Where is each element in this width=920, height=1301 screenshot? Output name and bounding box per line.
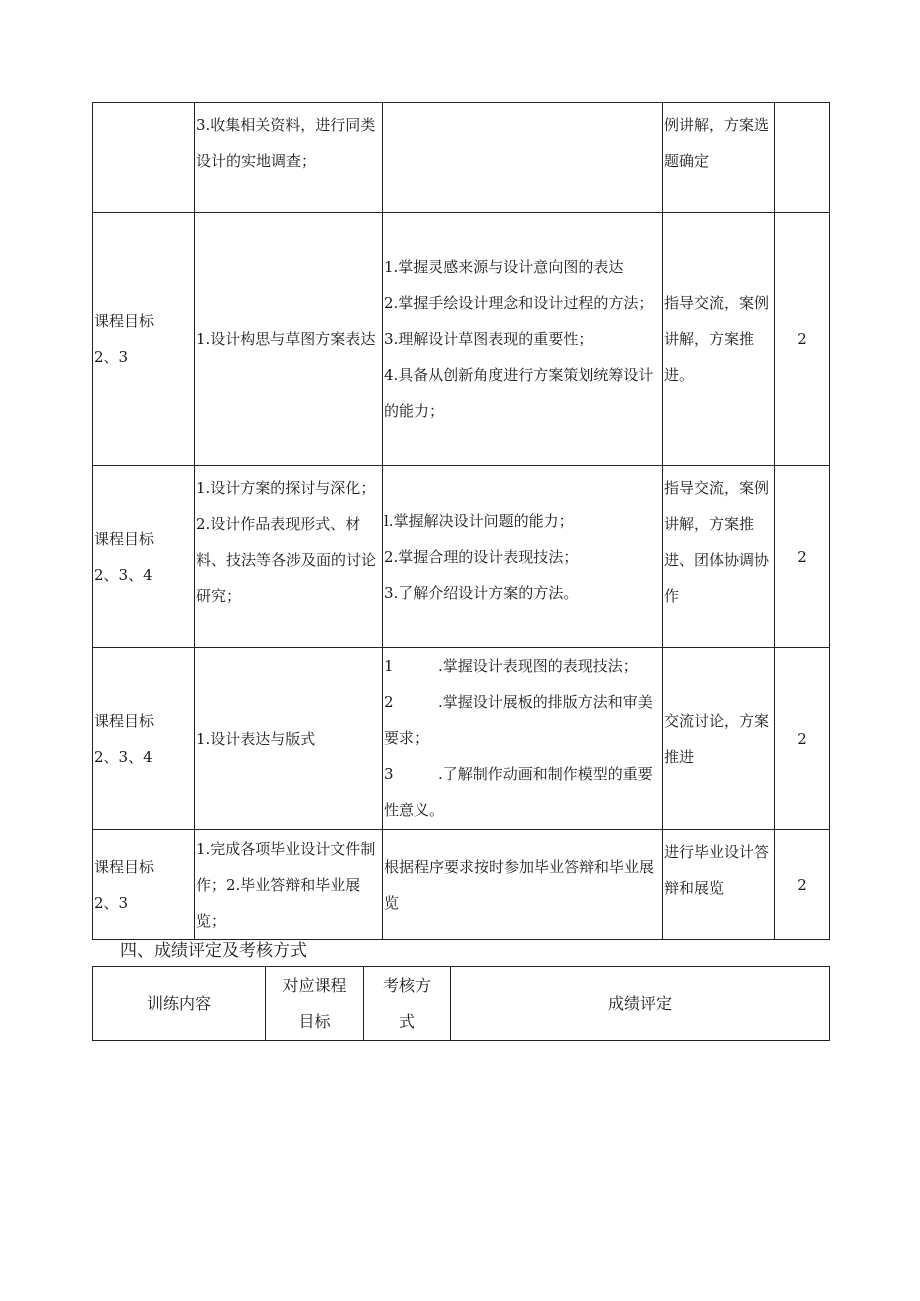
goal-label: 课程目标 (94, 857, 155, 876)
content-text: 1.设计方案的探讨与深化； (196, 479, 376, 497)
content-text: 1.完成各项毕业设计文件制作；2.毕业答辩和毕业展览； (196, 839, 376, 930)
requirement-text: .了解制作动画和制作模型的重要性意义。 (384, 765, 653, 819)
requirement-number: 1 (384, 657, 394, 675)
goal-cell (93, 648, 195, 830)
method-text: 指导交流，案例讲解，方案推进、团体协调协作 (664, 479, 770, 605)
goal-label: 课程目标 (94, 529, 155, 548)
method-text: 进行毕业设计答辩和展览 (664, 843, 770, 897)
hours-cell: 2 (775, 466, 830, 648)
hours-cell: 2 (775, 213, 830, 466)
requirements-cell (383, 103, 663, 213)
content-cell (195, 648, 383, 830)
method-cell (663, 103, 775, 213)
goal-cell (93, 213, 195, 466)
content-text: 1.设计表达与版式 (196, 729, 316, 748)
goal-numbers: 2、3 (94, 348, 129, 366)
requirement-item (384, 648, 661, 684)
header-course-goal: 对应课程目标 (266, 967, 364, 1041)
method-cell (663, 830, 775, 940)
requirement-number: 3 (384, 765, 394, 783)
requirement-text: .掌握设计展板的排版方法和审美要求； (384, 693, 653, 747)
content-text: 1.设计构思与草图方案表达 (196, 330, 376, 348)
requirement-item: 2.掌握合理的设计表现技法； (384, 547, 579, 566)
content-cell (195, 830, 383, 940)
course-schedule-table (92, 102, 830, 940)
assessment-table (92, 966, 830, 1041)
table-row (93, 648, 830, 830)
table-row (93, 103, 830, 213)
hours-cell: 2 (775, 648, 830, 830)
requirements-cell (383, 648, 663, 830)
content-cell (195, 103, 383, 213)
method-text: 交流讨论，方案推进 (664, 711, 770, 766)
requirement-item (384, 756, 661, 828)
method-cell (663, 648, 775, 830)
method-text: 例讲解，方案选题确定 (664, 116, 770, 170)
content-cell (195, 466, 383, 648)
method-text: 指导交流，案例讲解，方案推进。 (664, 294, 770, 384)
requirement-item: 3.了解介绍设计方案的方法。 (384, 583, 579, 602)
requirements-cell (383, 830, 663, 940)
goal-cell (93, 466, 195, 648)
hours-cell (775, 103, 830, 213)
table-row (93, 830, 830, 940)
hours-cell: 2 (775, 830, 830, 940)
header-grade-evaluation: 成绩评定 (451, 967, 830, 1041)
requirement-item: 1.掌握灵感来源与设计意向图的表达 (384, 258, 624, 276)
table-row (93, 466, 830, 648)
goal-label: 课程目标 (94, 312, 155, 330)
goal-cell (93, 103, 195, 213)
requirements-cell (383, 466, 663, 648)
method-cell (663, 213, 775, 466)
requirement-item (384, 684, 661, 756)
table-header-row (93, 967, 830, 1041)
requirement-number: 2 (384, 693, 394, 711)
goal-numbers: 2、3、4 (94, 747, 153, 766)
requirements-cell (383, 213, 663, 466)
requirement-item: l.掌握解决设计问题的能力； (384, 511, 574, 530)
method-cell (663, 466, 775, 648)
requirement-item: 3.理解设计草图表现的重要性； (384, 330, 594, 348)
header-assessment-method: 考核方式 (364, 967, 451, 1041)
goal-numbers: 2、3、4 (94, 565, 153, 584)
goal-label: 课程目标 (94, 711, 155, 730)
goal-cell (93, 830, 195, 940)
requirement-text: .掌握设计表现图的表现技法； (438, 657, 638, 675)
content-cell (195, 213, 383, 466)
section-heading: 四、成绩评定及考核方式 (120, 941, 307, 961)
requirement-item: 4.具备从创新角度进行方案策划统筹设计的能力； (384, 366, 654, 420)
content-text: 2.设计作品表现形式、材料、技法等各涉及面的讨论研究； (196, 515, 377, 605)
table-row (93, 213, 830, 466)
requirement-item: 2.掌握手绘设计理念和设计过程的方法； (384, 294, 654, 312)
requirement-item: 根据程序要求按时参加毕业答辩和毕业展览 (384, 857, 655, 912)
goal-numbers: 2、3 (94, 893, 129, 912)
content-text: 3.收集相关资料，进行同类设计的实地调查； (196, 116, 376, 170)
header-training-content: 训练内容 (93, 967, 266, 1041)
